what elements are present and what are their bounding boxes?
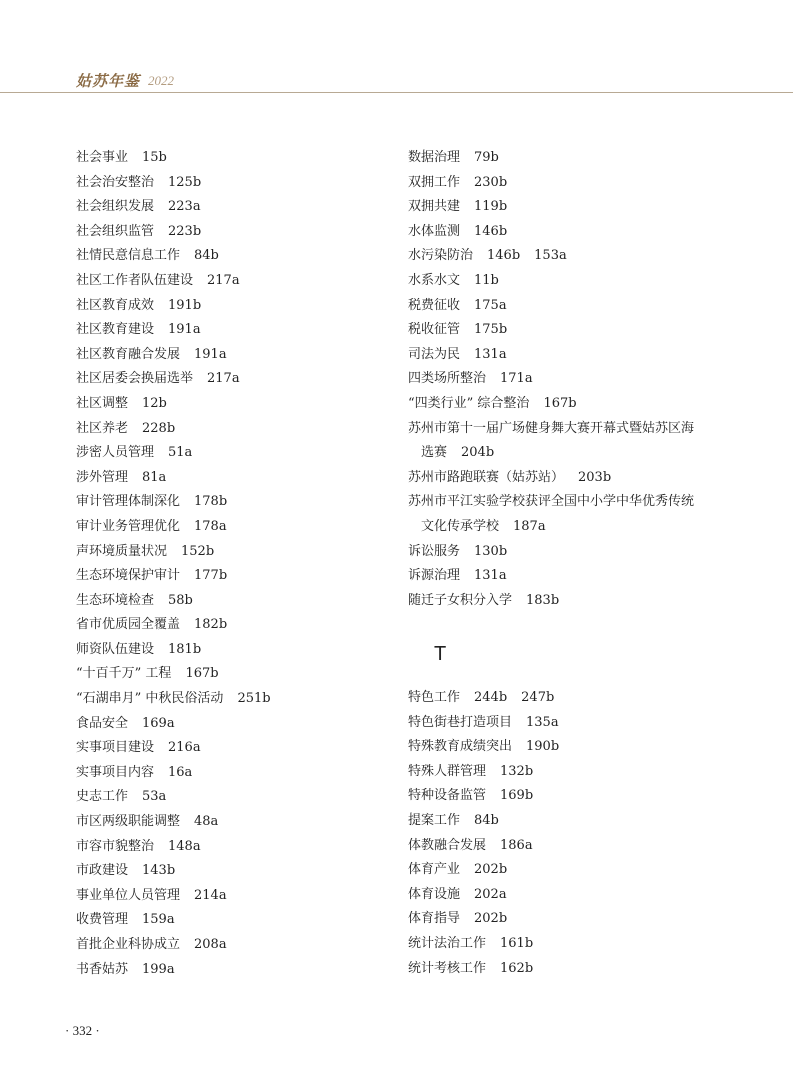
index-entry: 诉讼服务 130b: [408, 543, 508, 559]
index-entry: 实事项目建设 216a: [76, 740, 201, 756]
index-entry: 双拥共建 119b: [408, 199, 508, 215]
index-entry: 水系水文 11b: [408, 272, 499, 288]
index-entry: 税收征管 175b: [408, 322, 508, 338]
index-column-right: [408, 146, 718, 613]
index-entry: 社区教育建设 191a: [76, 322, 201, 338]
index-entry: 市政建设 143b: [76, 863, 176, 879]
index-entry: 双拥工作 230b: [408, 174, 508, 190]
index-entry: 收费管理 159a: [76, 912, 175, 928]
index-entry: 社会事业 15b: [76, 150, 167, 165]
index-entry: 四类场所整治 171a: [408, 371, 533, 387]
index-entry-multiline: 苏州市平江实验学校获评全国中小学中华优秀传统 文化传承学校 187a: [408, 494, 695, 534]
index-entry: 统计法治工作 161b: [408, 935, 534, 951]
index-entry: 特殊人群管理 132b: [408, 763, 534, 779]
index-entry: 社区养老 228b: [76, 420, 176, 436]
index-entry: 社区教育融合发展 191a: [76, 346, 227, 362]
index-entry: 特色街巷打造项目 135a: [408, 714, 559, 730]
page-header: [0, 0, 793, 92]
index-entry: 体育指导 202b: [408, 911, 508, 927]
index-entry: 实事项目内容 16a: [76, 764, 193, 780]
index-entry: 统计考核工作 162b: [408, 960, 534, 976]
index-entry: 诉源治理 131a: [408, 568, 507, 584]
index-entry: 社区工作者队伍建设 217a: [76, 272, 240, 288]
index-entry: 苏州市路跑联赛（姑苏站） 203b: [408, 469, 612, 485]
index-entry: 省市优质园全覆盖 182b: [76, 617, 228, 633]
index-entry: 体教融合发展 186a: [408, 837, 533, 853]
index-entry: 特殊教育成绩突出 190b: [408, 739, 560, 755]
index-entry: 社会治安整治 125b: [76, 174, 202, 190]
index-entry: 社会组织发展 223a: [76, 199, 201, 215]
index-entry: 社区教育成效 191b: [76, 297, 202, 313]
index-entry: 特色工作 244b 247b: [408, 690, 555, 705]
index-entry: 食品安全 169a: [76, 715, 175, 731]
index-entry: 特种设备监管 169b: [408, 788, 534, 804]
index-entry: 体育产业 202b: [408, 862, 508, 878]
index-entry: 生态环境检查 58b: [76, 592, 193, 608]
index-entry: 书香姑苏 199a: [76, 961, 175, 977]
index-entry: 审计业务管理优化 178a: [76, 518, 227, 534]
index-entry: “石湖串月” 中秋民俗活动 251b: [76, 691, 271, 707]
index-entry: 审计管理体制深化 178b: [76, 494, 228, 510]
index-entry: 市容市貌整治 148a: [76, 838, 201, 854]
index-entry: 首批企业科协成立 208a: [76, 937, 227, 952]
index-entry: 师资队伍建设 181b: [76, 641, 202, 657]
index-entry: 提案工作 84b: [408, 812, 499, 828]
index-entry: 社情民意信息工作 84b: [76, 248, 219, 264]
index-entry: 市区两级职能调整 48a: [76, 814, 219, 830]
index-entry: 水污染防治 146b 153a: [408, 248, 567, 264]
index-entry: “四类行业” 综合整治 167b: [408, 395, 577, 411]
index-entry: 税费征收 175a: [408, 297, 507, 313]
index-column-left: [76, 146, 396, 982]
index-entry: 事业单位人员管理 214a: [76, 887, 227, 903]
index-entry: 生态环境保护审计 177b: [76, 568, 228, 584]
index-entry: 水体监测 146b: [408, 223, 508, 239]
index-entry: 司法为民 131a: [408, 346, 507, 362]
section-letter-heading: T: [434, 643, 447, 665]
index-entry: 声环境质量状况 152b: [76, 543, 215, 559]
index-entry: 史志工作 53a: [76, 789, 167, 805]
index-entry: 体育设施 202a: [408, 886, 507, 902]
yearbook-year: 2022: [148, 73, 174, 88]
index-entry: 涉密人员管理 51a: [76, 445, 193, 461]
index-column-right-t: [408, 686, 718, 981]
index-entry: 数据治理 79b: [408, 150, 499, 165]
index-entry: “十百千万” 工程 167b: [76, 666, 219, 682]
page-number: · 332 ·: [65, 1023, 100, 1038]
yearbook-title: 姑苏年鉴: [76, 72, 141, 90]
index-entry: 涉外管理 81a: [76, 469, 167, 485]
index-entry: 随迁子女积分入学 183b: [408, 592, 560, 608]
index-entry: 社区居委会换届选举 217a: [76, 371, 240, 387]
header-divider: [0, 92, 793, 93]
index-entry-multiline: 苏州市第十一届广场健身舞大赛开幕式暨姑苏区海 选赛 204b: [408, 420, 695, 461]
index-entry: 社区调整 12b: [76, 395, 167, 411]
index-entry: 社会组织监管 223b: [76, 223, 202, 239]
